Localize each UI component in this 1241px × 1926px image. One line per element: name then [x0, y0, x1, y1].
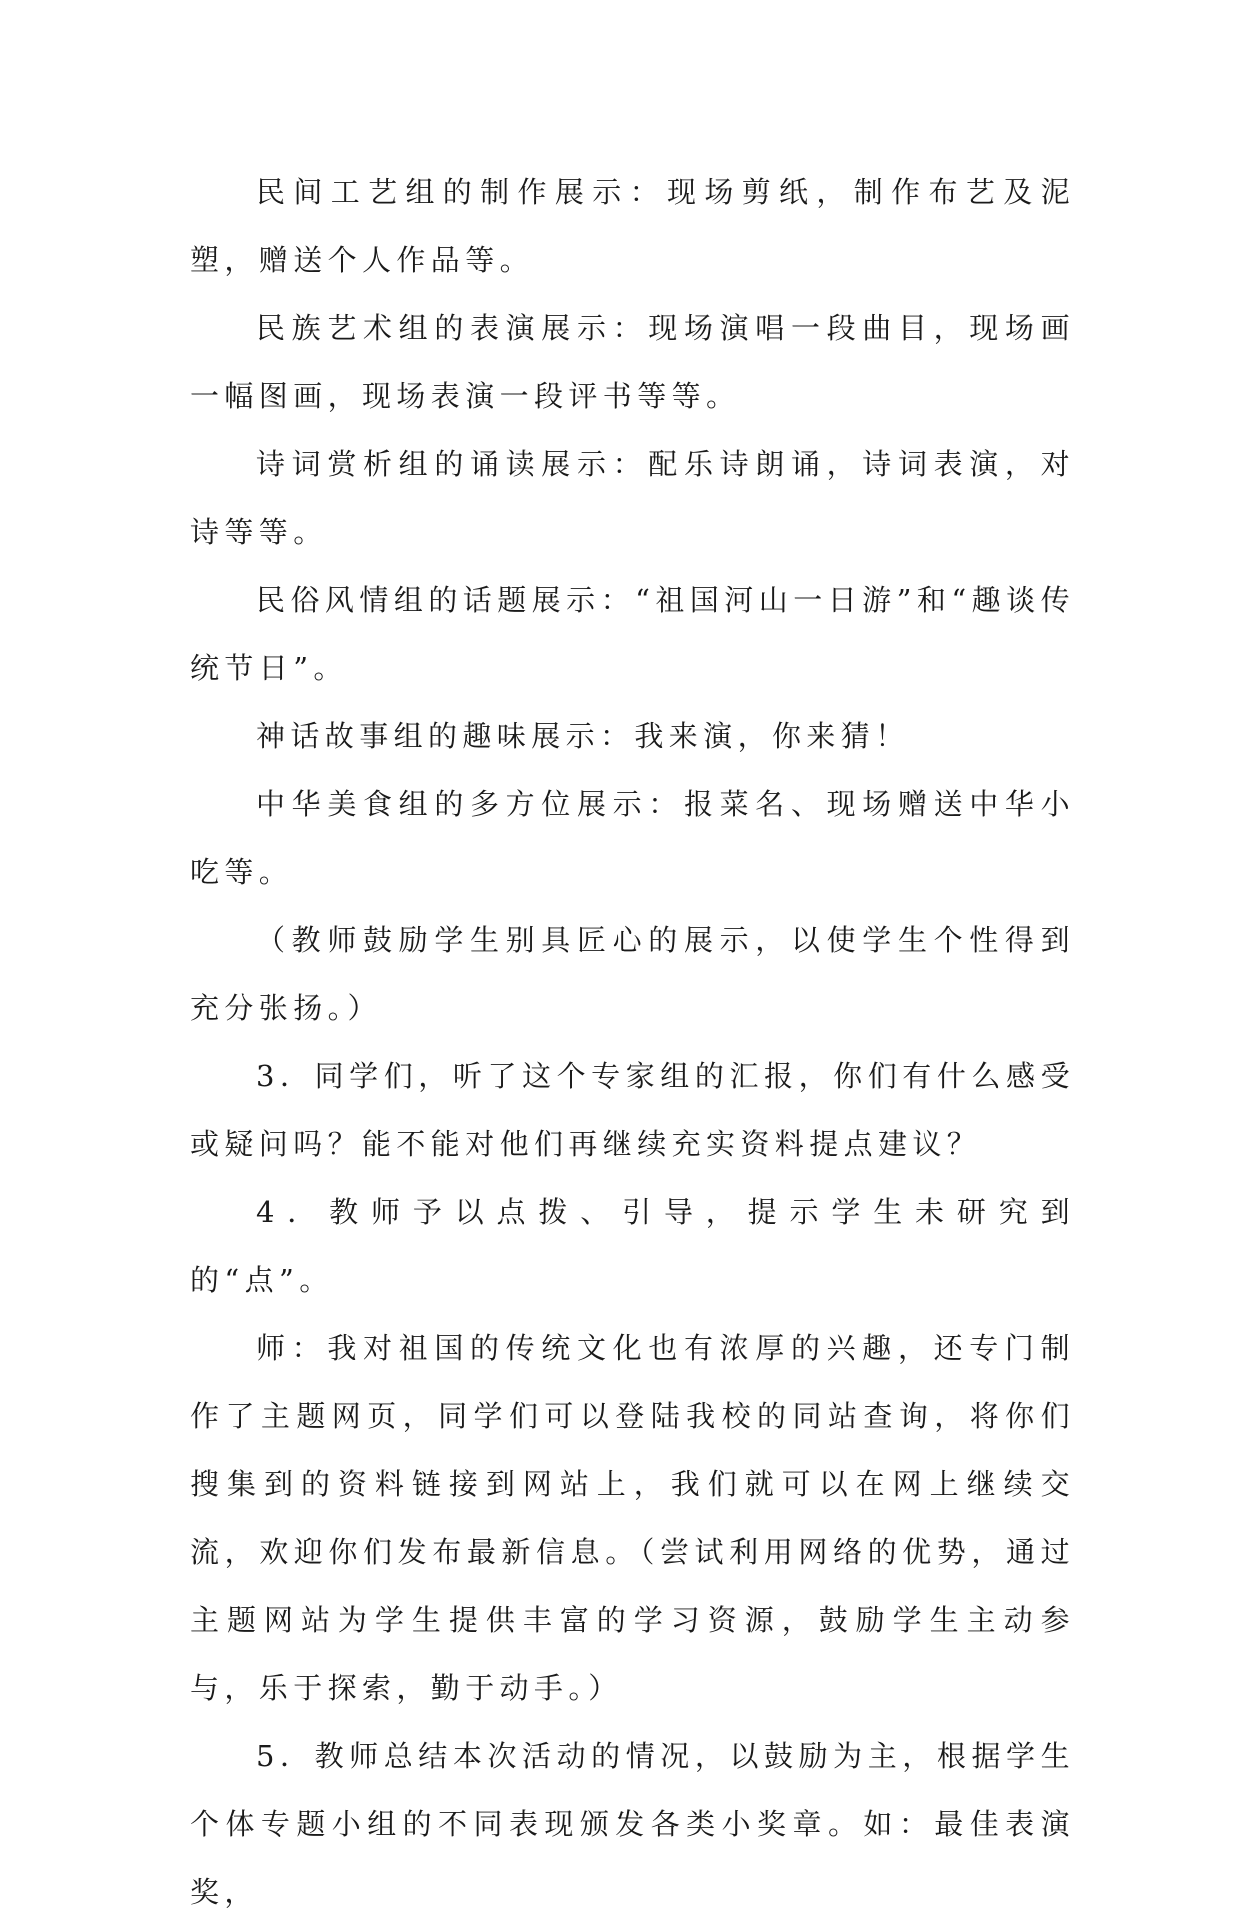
paragraph-step-3: 3．同学们，听了这个专家组的汇报，你们有什么感受或疑问吗？能不能对他们再继续充实资料提点建议？ [190, 1059, 1075, 1161]
paragraph-step-5: 5．教师总结本次活动的情况，以鼓励为主，根据学生个体专题小组的不同表现颁发各类小奖章。如：最佳表演奖， [190, 1739, 1075, 1909]
paragraph-poetry: 诗词赏析组的诵读展示：配乐诗朗诵，诗词表演，对诗等等。 [190, 447, 1075, 549]
paragraph-teacher-speech: 师：我对祖国的传统文化也有浓厚的兴趣，还专门制作了主题网页，同学们可以登陆我校的同站查询，将你们搜集到的资料链接到网站上，我们就可以在网上继续交流，欢迎你们发布最新信息。（尝试利用网络的优势，通过主题网站为学生提供丰富的学习资源，鼓励学生主动参与，乐于探索，勤于动手。） [190, 1331, 1075, 1705]
paragraph-folk-customs: 民俗风情组的话题展示：“祖国河山一日游”和“趣谈传统节日”。 [190, 583, 1075, 685]
body-text [190, 158, 1075, 1926]
paragraph-ethnic-art: 民族艺术组的表演展示：现场演唱一段曲目，现场画一幅图画，现场表演一段评书等等。 [190, 311, 1075, 413]
paragraph-step-4: 4．教师予以点拨、引导，提示学生未研究到的“点”。 [190, 1195, 1075, 1297]
paragraph-teacher-note: （教师鼓励学生别具匠心的展示，以使学生个性得到充分张扬。） [190, 923, 1075, 1025]
paragraph-folk-craft: 民间工艺组的制作展示：现场剪纸，制作布艺及泥塑，赠送个人作品等。 [190, 175, 1075, 277]
paragraph-myth-stories: 神话故事组的趣味展示：我来演，你来猜！ [256, 719, 910, 753]
paragraph-chinese-food: 中华美食组的多方位展示：报菜名、现场赠送中华小吃等。 [190, 787, 1075, 889]
